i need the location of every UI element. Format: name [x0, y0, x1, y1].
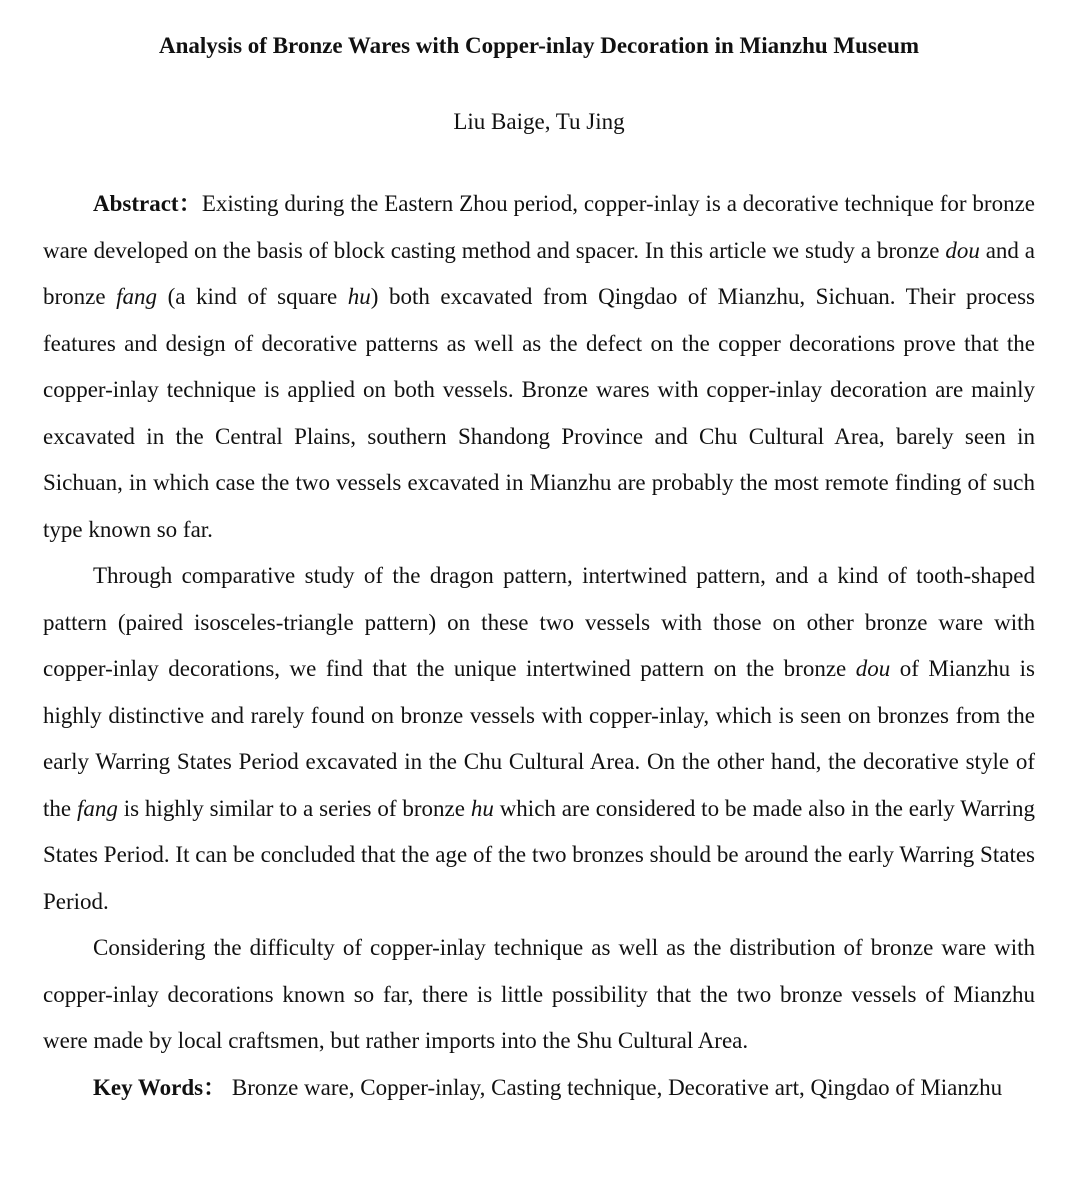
keywords-paragraph	[43, 1065, 1035, 1112]
abstract-paragraph-1	[43, 181, 1035, 553]
abstract-text: ) both excavated from Qingdao of Mianzhu, Sichuan. Their process features and design of decorative patterns as well as the defect on the copper decorations prove that the copper-inlay technique is applied on both vessels. Bronze wares with copper-inlay decoration are mainly excavated in the Central Plains, southern Shandong Province and Chu Cultural Area, barely seen in Sichuan, in which case the two vessels excavated in Mianzhu are probably the most remote finding of such type known so far.	[43, 284, 1036, 542]
italic-term: hu	[347, 284, 371, 309]
abstract-section	[43, 181, 1035, 1111]
italic-term: dou	[855, 656, 891, 681]
abstract-paragraph-2	[43, 553, 1035, 925]
abstract-text: is highly similar to a series of bronze	[117, 795, 471, 821]
italic-term: fang	[116, 284, 158, 309]
abstract-paragraph-3: Considering the difficulty of copper-inlay technique as well as the distribution of bronze ware with copper-inlay decorations known so far, there is little possibility that the two bronze vessels of Mianzhu were made by local craftsmen, but rather imports into the Shu Cultural Area.	[43, 935, 1035, 1053]
paper-title: Analysis of Bronze Wares with Copper-inlay Decoration in Mianzhu Museum	[158, 33, 920, 58]
abstract-text: (a kind of square	[157, 284, 348, 309]
italic-term: hu	[470, 795, 494, 821]
abstract-text: Existing during the Eastern Zhou period, copper-inlay is a decorative technique for bronze ware developed on the basis of block casting method and spacer. In this article we study a bronze	[43, 191, 1035, 263]
keywords-label: Key Words：	[93, 1074, 227, 1100]
abstract-text: which are considered to be made also in the early Warring States Period. It can be concluded that the age of the two bronzes should be around the early Warring States Period.	[43, 795, 1035, 914]
keywords-text: Bronze ware, Copper-inlay, Casting technique, Decorative art, Qingdao of Mianzhu	[226, 1074, 1003, 1100]
italic-term: dou	[945, 237, 980, 263]
paper-authors: Liu Baige, Tu Jing	[453, 109, 625, 134]
abstract-text: and a bronze	[43, 237, 1035, 309]
italic-term: fang	[76, 795, 118, 821]
abstract-label: Abstract：	[93, 191, 202, 216]
abstract-text: of Mianzhu is highly distinctive and rarely found on bronze vessels with copper-inlay, which is seen on bronzes from the early Warring States Period excavated in the Chu Cultural Area. On the other hand, the decorative style of the	[43, 656, 1035, 821]
abstract-text: Through comparative study of the dragon pattern, intertwined pattern, and a kind of tooth-shaped pattern (paired isosceles-triangle pattern) on these two vessels with those on other bronze ware with copper-inlay decorations, we find that the unique intertwined pattern on the bronze	[43, 563, 1035, 681]
